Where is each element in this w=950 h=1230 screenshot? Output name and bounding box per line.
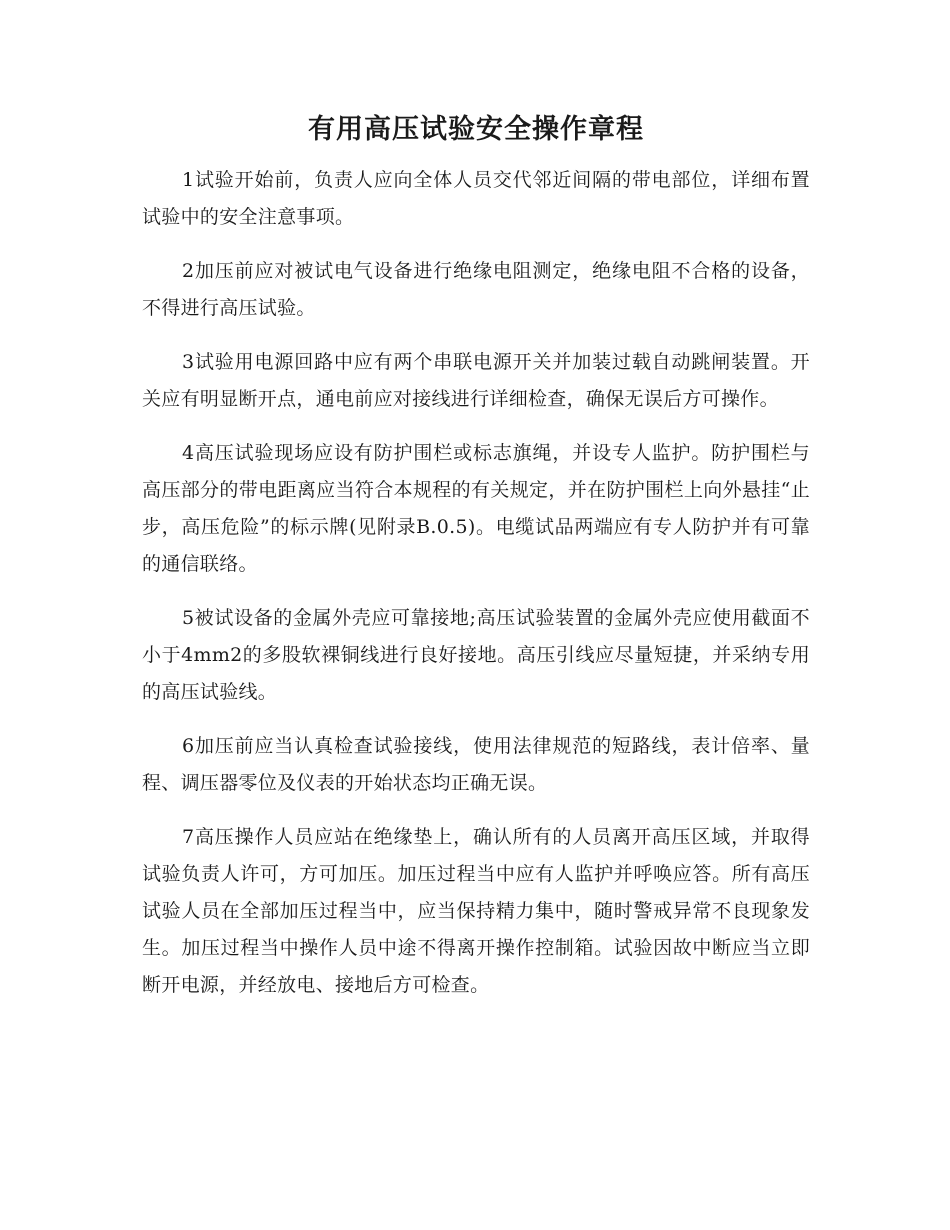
paragraph-3: 3试验用电源回路中应有两个串联电源开关并加装过载自动跳闸装置。开关应有明显断开点，通电前应对接线进行详细检查，确保无误后方可操作。 (142, 351, 810, 410)
paragraph-6: 6加压前应当认真检查试验接线，使用法律规范的短路线，表计倍率、量程、调压器零位及仪表的开始状态均正确无误。 (142, 735, 810, 794)
document-page (142, 108, 810, 1021)
paragraph-1: 1试验开始前，负责人应向全体人员交代邻近间隔的带电部位，详细布置试验中的安全注意事项。 (142, 169, 810, 228)
paragraph-7: 7高压操作人员应站在绝缘垫上，确认所有的人员离开高压区域，并取得试验负责人许可，方可加压。加压过程当中应有人监护并呼唤应答。所有高压试验人员在全部加压过程当中，应当保持精力集中，随时警戒异常不良现象发生。加压过程当中操作人员中途不得离开操作控制箱。试验因故中断应当立即断开电源，并经放电、接地后方可检查。 (142, 826, 810, 996)
document-title: 有用高压试验安全操作章程 (308, 114, 644, 145)
paragraph-4: 4高压试验现场应设有防护围栏或标志旗绳，并设专人监护。防护围栏与高压部分的带电距离应当符合本规程的有关规定，并在防护围栏上向外悬挂“止步，高压危险”的标示牌(见附录B.0.5)。电缆试品两端应有专人防护并有可靠的通信联络。 (142, 442, 810, 575)
paragraph-5: 5被试设备的金属外壳应可靠接地;高压试验装置的金属外壳应使用截面不小于4mm2的多股软裸铜线进行良好接地。高压引线应尽量短捷，并采纳专用的高压试验线。 (142, 607, 810, 703)
paragraph-2: 2加压前应对被试电气设备进行绝缘电阻测定，绝缘电阻不合格的设备，不得进行高压试验。 (142, 260, 810, 319)
